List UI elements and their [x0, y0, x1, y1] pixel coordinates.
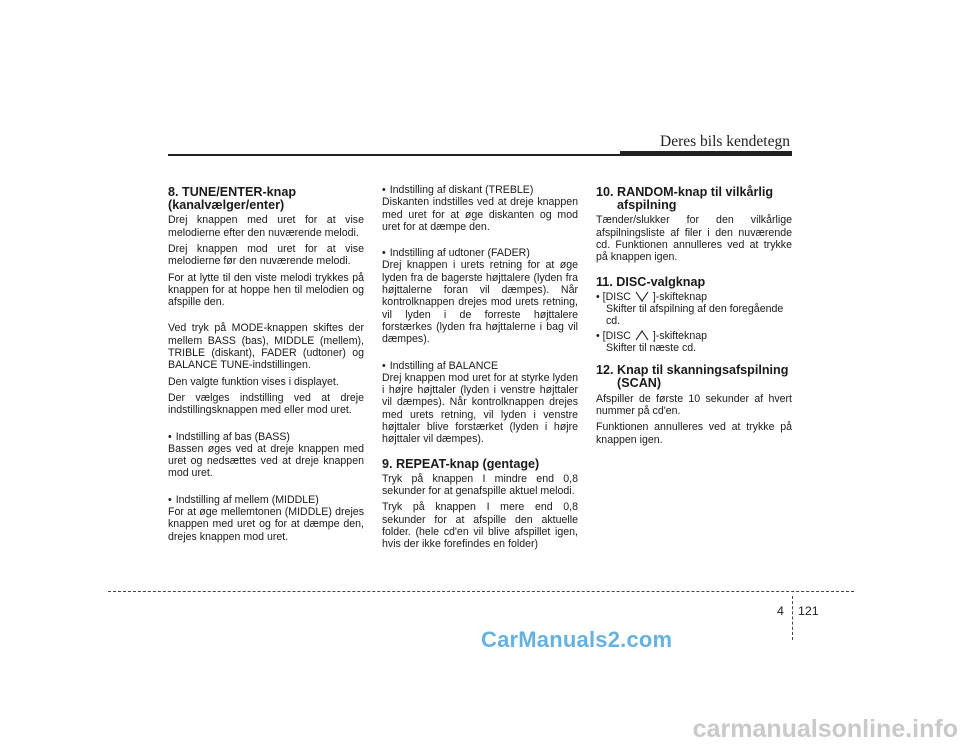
- bullet-treble: • Indstilling af diskant (TREBLE): [382, 184, 578, 196]
- heading-scan: 12. Knap til skanningsafspilning (SCAN): [596, 363, 789, 391]
- paragraph: Der vælges indstilling ved at dreje indstillingsknappen med eller mod uret.: [168, 391, 364, 417]
- chevron-down-icon: [635, 291, 649, 302]
- footer-rule: [108, 591, 854, 592]
- paragraph: Tryk på knappen I mindre end 0,8 sekunder for at genafspille aktuel melodi.: [382, 472, 578, 498]
- paragraph: For at øge mellemtonen (MIDDLE) drejes knappen med uret og for at dæmpe den, drejes knappen mod uret.: [168, 506, 364, 543]
- bullet-bass: • Indstilling af bas (BASS): [168, 431, 364, 443]
- paragraph: Drej knappen mod uret for at styrke lyden i højre højttaler (lyden i venstre højttaler vil dæmpes). Når kontrolknappen drejes med urets retning, vil lyden i venstre højttaler blive forstærket (lyden i højre højttaler vil dæmpes).: [382, 371, 578, 446]
- bullet-balance: • Indstilling af BALANCE: [382, 360, 578, 372]
- column-3: [596, 184, 792, 450]
- page-divider: [792, 596, 793, 640]
- paragraph: Den valgte funktion vises i displayet.: [168, 375, 339, 388]
- section-title: Deres bils kendetegn: [660, 133, 790, 150]
- paragraph: Drej knappen med uret for at vise melodierne efter den nuværende melodi.: [168, 214, 364, 239]
- column-2: [382, 184, 578, 555]
- paragraph: Tænder/slukker for den vilkårlige afspilningsliste af filer i den nuværende cd. Funktionen annulleres ved at trykke på knappen igen.: [596, 214, 792, 264]
- paragraph: Tryk på knappen I mere end 0,8 sekunder for at afspille den aktuelle folder. (hele cd'en vil blive afspillet igen, hvis der ikke forefindes en folder): [382, 501, 578, 551]
- paragraph: Afspiller de første 10 sekunder af hvert nummer på cd'en.: [596, 392, 792, 417]
- paragraph: Ved tryk på MODE-knappen skiftes der mellem BASS (bas), MIDDLE (mellem), TRIBLE (diskant), FADER (udtoner) og BALANCE TUNE-indstillingen.: [168, 322, 364, 372]
- chapter-number: 4: [777, 604, 784, 618]
- heading-random: 10. RANDOM-knap til vilkårlig afspilning: [596, 185, 774, 213]
- bullet-fader: • Indstilling af udtoner (FADER): [382, 247, 578, 259]
- paragraph: Diskanten indstilles ved at dreje knappen med uret for at øge diskanten og mod uret for at dæmpe den.: [382, 196, 578, 233]
- paragraph: For at lytte til den viste melodi trykkes på knappen for at hoppe hen til melodien og afspille den.: [168, 271, 364, 309]
- paragraph: Drej knappen mod uret for at vise melodierne før den nuværende melodi.: [168, 243, 364, 268]
- header-tab-bar: [620, 151, 792, 156]
- column-1: [168, 184, 364, 547]
- disc-up-item: • [DISC ]-skifteknap Skifter til næste cd.: [596, 329, 707, 354]
- heading-tune-enter: 8. TUNE/ENTER-knap (kanalvælger/enter): [168, 185, 297, 213]
- paragraph: Bassen øges ved at dreje knappen med uret og nedsættes ved at dreje knappen mod uret.: [168, 442, 364, 480]
- watermark-logo[interactable]: CarManuals2.com: [481, 627, 673, 652]
- heading-disc: 11. DISC-valgknap: [596, 274, 706, 289]
- chevron-up-icon: [635, 330, 649, 341]
- bullet-middle: • Indstilling af mellem (MIDDLE): [168, 494, 364, 506]
- paragraph: Funktionen annulleres ved at trykke på knappen igen.: [596, 421, 792, 446]
- page-number: 121: [798, 604, 819, 618]
- heading-repeat: 9. REPEAT-knap (gentage): [382, 456, 540, 471]
- disc-down-item: • [DISC ]-skifteknap Skifter til afspilning af den foregående cd.: [596, 290, 784, 328]
- watermark-text: carmanualsonline.info: [692, 715, 958, 743]
- paragraph: Drej knappen i urets retning for at øge lyden fra de bagerste højttalere (lyden fra højttalerne foran vil dæmpes). Når kontrolknappen drejes mod urets retning, vil lyden i de forreste højttalere forstærkes (lyden fra højttalerne i bag vil dæmpes).: [382, 259, 578, 346]
